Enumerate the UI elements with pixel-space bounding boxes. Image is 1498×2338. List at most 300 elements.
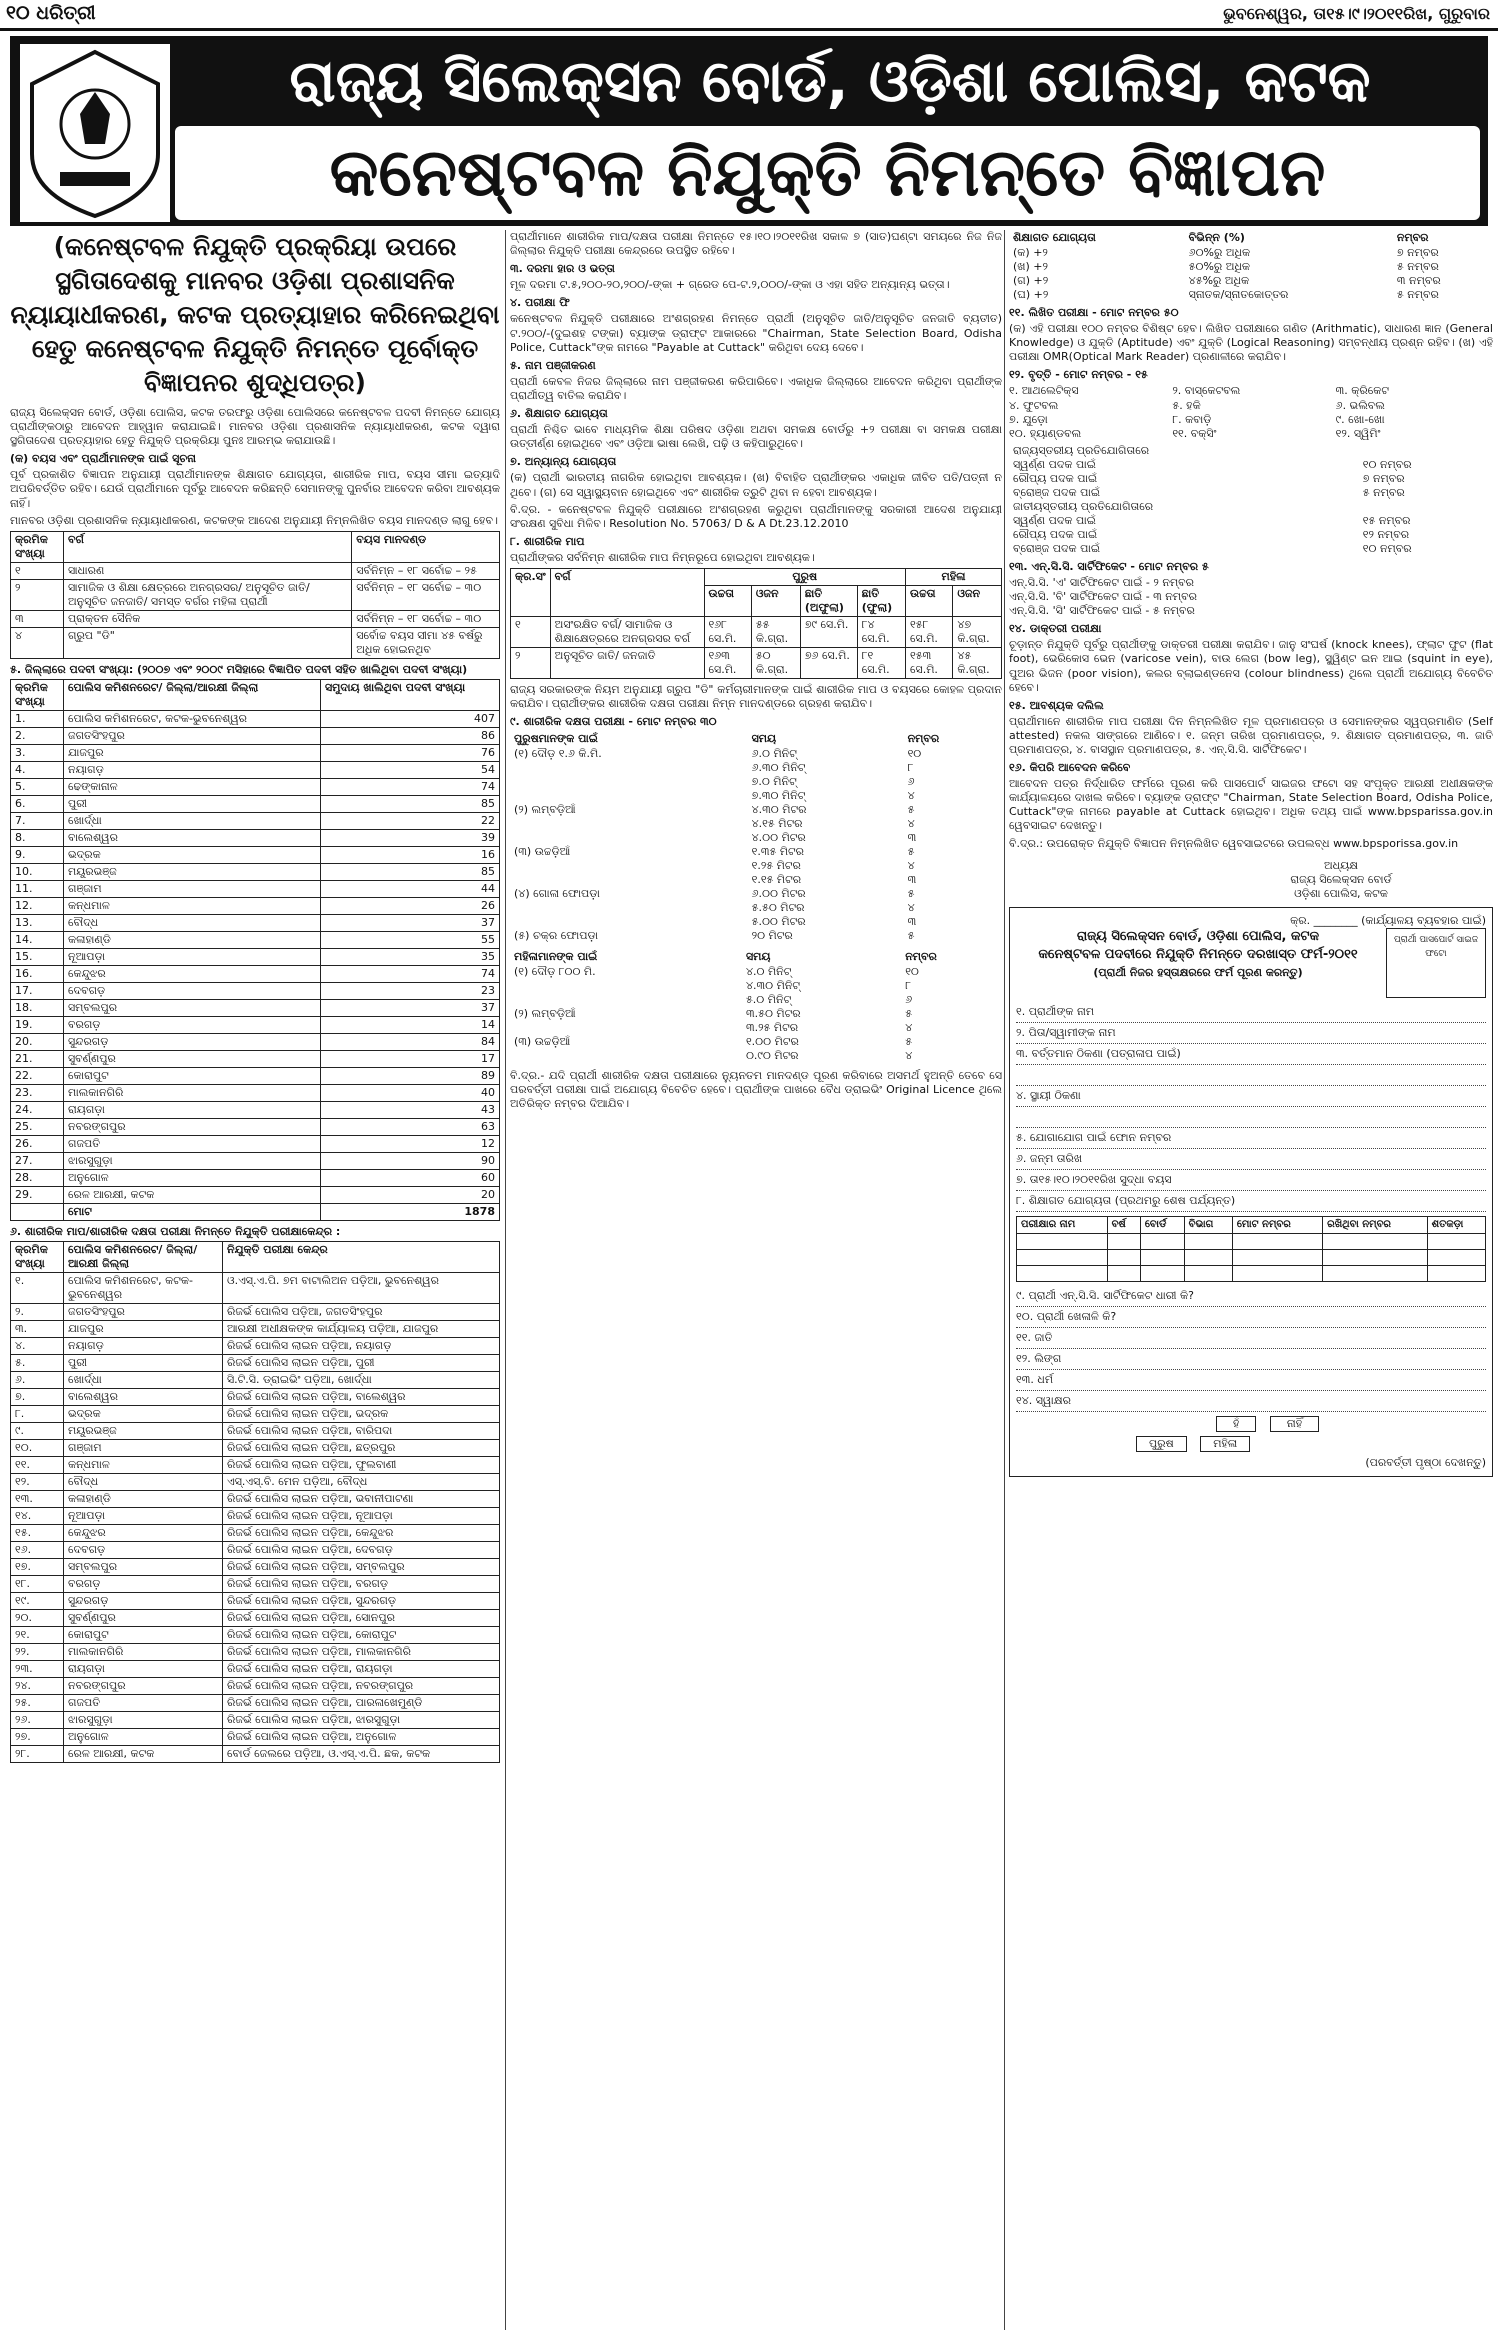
- event-row: [510, 979, 1002, 993]
- table-cell: 63: [321, 1118, 500, 1135]
- table-row: [11, 1660, 500, 1677]
- table-cell: ୧୯.: [11, 1592, 64, 1609]
- table-cell: ଓ.ଏସ୍.ଏ.ପି. ୭ମ ବାଟାଲିଅନ ପଡ଼ିଆ, ଭୁବନେଶ୍ୱର: [223, 1272, 500, 1303]
- table-cell: ୪: [905, 1021, 913, 1035]
- form-field[interactable]: ୧. ପ୍ରାର୍ଥୀଙ୍କ ନାମ: [1016, 1002, 1486, 1023]
- table-cell: 74: [321, 778, 500, 795]
- table-cell: 12: [321, 1135, 500, 1152]
- exam-centres-table: [10, 1241, 500, 1763]
- form-field[interactable]: ୧୧. ଜାତି: [1016, 1328, 1486, 1349]
- table-cell: [1323, 1250, 1428, 1266]
- form-edu-row: [1017, 1234, 1486, 1250]
- table-cell: ସ୍ନାତକ/ସ୍ନାତକୋତ୍ତର: [1188, 288, 1289, 301]
- table-cell: ୧୮.: [11, 1575, 64, 1592]
- table-cell: ୬.୦୦ ମିଟର: [751, 887, 806, 901]
- table-row: [11, 1320, 500, 1337]
- table-cell: 19.: [11, 1016, 64, 1033]
- form-education-table[interactable]: [1016, 1216, 1486, 1282]
- table-row: ୨ ସାମାଜିକ ଓ ଶିକ୍ଷା କ୍ଷେତ୍ରରେ ଅନଗ୍ରସର/ ଅନୁସୂଚିତ ଜାତି/ଅନୁସୂଚିତ ଜନଜାତି/ ସମସ୍ତ ବର୍ଗର ମହିଳା ପ୍ରାର୍ଥୀ ସର୍ବନିମ୍ନ – ୧୮ ସର୍ବୋଚ୍ଚ – ୩୦: [11, 579, 500, 610]
- table-cell: 21.: [11, 1050, 64, 1067]
- table-cell: ୮: [905, 979, 911, 993]
- table-cell: ୮.: [11, 1405, 64, 1422]
- table-cell: 7.: [11, 812, 64, 829]
- yes-no-boxes: [1216, 1416, 1486, 1432]
- sports-marks-table: [1009, 444, 1493, 556]
- table-cell: [510, 789, 748, 803]
- form-field[interactable]: [1016, 1107, 1486, 1128]
- table-cell: 12.: [11, 897, 64, 914]
- table-cell: ୪: [905, 1049, 913, 1063]
- table-row: [11, 1575, 500, 1592]
- table-row: [11, 1118, 500, 1135]
- table-cell: ୫: [907, 887, 915, 901]
- table-row: [11, 829, 500, 846]
- table-cell: ୧୩.: [11, 1490, 64, 1507]
- table-cell: 86: [321, 727, 500, 744]
- table-cell: 55: [321, 931, 500, 948]
- table-cell: ରିଜର୍ଭ ପୋଲିସ ଲାଇନ ପଡ଼ିଆ, ଝାରସୁଗୁଡ଼ା: [223, 1711, 500, 1728]
- table-cell: ୭ ନମ୍ବର: [1362, 471, 1405, 485]
- male-box[interactable]: ପୁରୁଷ: [1136, 1436, 1187, 1452]
- form-field[interactable]: ୪. ସ୍ଥାୟୀ ଠିକଣା: [1016, 1086, 1486, 1107]
- sports-list: [1009, 384, 1493, 440]
- sport-item: ୬. ଭଲିବଲ: [1335, 398, 1385, 412]
- section-heading: ୮. ଶାରୀରିକ ମାପ: [510, 534, 585, 548]
- table-header: ପରୀକ୍ଷାର ନାମ: [1017, 1217, 1108, 1234]
- column-1: [10, 230, 500, 2330]
- table-cell: ୮: [907, 761, 914, 775]
- notice-paragraph: ରାଜ୍ୟ ସିଲେକ୍ସନ ବୋର୍ଡ, ଓଡ଼ିଶା ପୋଲିସ, କଟକ ତରଫରୁ ଓଡ଼ିଶା ପୋଲିସରେ କନେଷ୍ଟବଳ ପଦବୀ ନିମନ୍ତେ ଯୋଗ୍ୟ ପ୍ରାର୍ଥୀଙ୍କଠାରୁ ଆବେଦନ ଆହ୍ୱାନ କରାଯାଇଛି। ମାନବର ଓଡ଼ିଶା ପ୍ରଶାସନିକ ନ୍ୟାୟାଧୀକରଣ, କଟକ ଦ୍ୱାରା ସ୍ଥଗିତାଦେଶ ପ୍ରତ୍ୟାହାର ହେତୁ ନିଯୁକ୍ତି ପ୍ରକ୍ରିୟା ପୁନଃ ଆରମ୍ଭ କରାଯାଉଛି।: [10, 406, 500, 448]
- table-cell: ୫.୦ ମିନିଟ୍: [745, 993, 792, 1007]
- table-row: [11, 727, 500, 744]
- table-row: ୧ ଅସଂରକ୍ଷିତ ବର୍ଗ/ ସାମାଜିକ ଓ ଶିକ୍ଷାକ୍ଷେତ୍ରରେ ଅନଗ୍ରସର ବର୍ଗ ୧୬୮ ସେ.ମି. ୫୫ କି.ଗ୍ରା. ୭୯ ସେ.ମି. ୮୪ ସେ.ମି. ୧୫୮ ସେ.ମି. ୪୭ କି.ଗ୍ରା.: [511, 616, 1002, 647]
- table-cell: ରିଜର୍ଭ ପୋଲିସ ଲାଇନ ପଡ଼ିଆ, କୋରାପୁଟ: [223, 1626, 500, 1643]
- table-cell: ଖୋର୍ଦ୍ଧା: [64, 812, 321, 829]
- section-heading: ୪. ପରୀକ୍ଷା ଫି: [510, 296, 570, 310]
- table-cell: [1323, 1266, 1428, 1282]
- sport-item: ୧୧. ବକ୍ସିଂ: [1172, 426, 1217, 440]
- table-cell: ନବରଙ୍ଗପୁର: [64, 1118, 321, 1135]
- table-cell: 26.: [11, 1135, 64, 1152]
- table-cell: 74: [321, 965, 500, 982]
- table-row: [11, 863, 500, 880]
- table-cell: ୨୭.: [11, 1728, 64, 1745]
- no-box[interactable]: ନାହିଁ: [1270, 1416, 1319, 1432]
- table-cell: 18.: [11, 999, 64, 1016]
- table-cell: (୨) ଲମ୍ବଡ଼ିଆଁ: [514, 1007, 576, 1021]
- marks-row: [1009, 274, 1493, 288]
- table-header: ବିଭାଗ: [1184, 1217, 1232, 1234]
- table-cell: 40: [321, 1084, 500, 1101]
- table-cell: (ଗ) +୨: [1013, 274, 1049, 287]
- table-cell: ଭଦ୍ରକ: [64, 846, 321, 863]
- table-cell: ୧୭.: [11, 1558, 64, 1575]
- table-header: କ୍ରମିକ ସଂଖ୍ୟା: [11, 1241, 64, 1272]
- form-field[interactable]: ୧୦. ପ୍ରାର୍ଥୀ ଖେଳାଳି କି?: [1016, 1307, 1486, 1328]
- sport-item: ୨. ବାସ୍କେଟବଲ: [1172, 384, 1241, 398]
- table-row: [11, 1050, 500, 1067]
- table-cell: 1878: [321, 1203, 500, 1220]
- table-cell: ୬.୩୦ ମିନିଟ୍: [751, 761, 806, 775]
- table-cell: ରିଜର୍ଭ ପୋଲିସ ଲାଇନ ପଡ଼ିଆ, ବାରିପଦା: [223, 1422, 500, 1439]
- table-cell: 20: [321, 1186, 500, 1203]
- table-cell: ଦେବଗଡ଼: [64, 982, 321, 999]
- table-row: [11, 982, 500, 999]
- form-instruction: (ପ୍ରାର୍ଥୀ ନିଜର ହସ୍ତାକ୍ଷରରେ ଫର୍ମ ପୂରଣ କରନ୍ତୁ): [1093, 966, 1303, 979]
- table-cell: ବରଗଡ଼: [64, 1575, 223, 1592]
- notice-paragraph: ପ୍ରାର୍ଥୀ କେବଳ ନିଜର ଜିଲ୍ଲାରେ ନାମ ପଞ୍ଜୀକରଣ କରିପାରିବେ। ଏକାଧିକ ଜିଲ୍ଲାରେ ଆବେଦନ କରିଥିବା ପ୍ରାର୍ଥୀଙ୍କ ପ୍ରାର୍ଥୀତ୍ୱ ବାତିଲ କରାଯିବ।: [510, 374, 1002, 402]
- table-cell: ୫: [905, 1035, 913, 1049]
- event-row: [510, 789, 1002, 803]
- table-cell: ରିଜର୍ଭ ପୋଲିସ ଲାଇନ ପଡ଼ିଆ, ସୋନପୁର: [223, 1609, 500, 1626]
- table-cell: 5.: [11, 778, 64, 795]
- table-cell: ୦.୯୦ ମିଟର: [745, 1049, 799, 1063]
- form-field[interactable]: ୧୨. ଲିଙ୍ଗ: [1016, 1349, 1486, 1370]
- table-cell: ୧.: [11, 1272, 64, 1303]
- sport-item: ୧୦. ହ୍ୟାଣ୍ଡବଲ: [1009, 426, 1082, 440]
- table-header: ବର୍ଗ: [64, 531, 352, 562]
- table-cell: [1427, 1234, 1485, 1250]
- form-fields-2: [1016, 1286, 1486, 1412]
- table-cell: ବ୍ରୋଞ୍ଜ ପଦକ ପାଇଁ: [1013, 485, 1101, 499]
- table-row: [11, 1084, 500, 1101]
- event-row: [510, 915, 1002, 929]
- table-cell: ୩: [907, 915, 917, 929]
- sport-marks-row: [1009, 528, 1493, 542]
- table-cell: ସ୍ୱର୍ଣ୍ଣ ପଦକ ପାଇଁ: [1013, 457, 1096, 471]
- table-row: [11, 1677, 500, 1694]
- table-cell: ୪.୧୫ ମିଟର: [751, 817, 803, 831]
- table-cell: ମୟୂରଭଞ୍ଜ: [64, 863, 321, 880]
- table-cell: (ଖ) +୨: [1013, 260, 1049, 273]
- table-cell: ରିଜର୍ଭ ପୋଲିସ ଲାଇନ ପଡ଼ିଆ, ପାରଳାଖେମୁଣ୍ଡି: [223, 1694, 500, 1711]
- table-row: [11, 1711, 500, 1728]
- table-cell: ୧୦ ନମ୍ବର: [1362, 541, 1412, 555]
- notice-paragraph: ପ୍ରାର୍ଥୀମାନେ ଶାରୀରିକ ମାପ/ଦକ୍ଷତା ପରୀକ୍ଷା ନିମନ୍ତେ ୧୫।୧୦।୨୦୧୧ରିଖ ସକାଳ ୭ (ସାତ)ଘଣ୍ଟା ସମୟରେ ନିଜ ନିଜ ଜିଲ୍ଲାର ନିଯୁକ୍ତି ପରୀକ୍ଷା କେନ୍ଦ୍ରରେ ଉପସ୍ଥିତ ରହିବେ।: [510, 230, 1002, 258]
- form-field[interactable]: [1016, 1065, 1486, 1086]
- table-cell: ୭.୦ ମିନିଟ୍: [751, 775, 797, 789]
- table-cell: ରାଜ୍ୟସ୍ତରୀୟ ପ୍ରତିଯୋଗିତାରେ: [1013, 443, 1150, 457]
- table-cell: ରେଳ ଆରକ୍ଷୀ, କଟକ: [64, 1186, 321, 1203]
- table-cell: ଯାଜପୁର: [64, 744, 321, 761]
- police-emblem-logo: [18, 42, 172, 224]
- table-row: ୧ ସାଧାରଣ ସର୍ବନିମ୍ନ – ୧୮ ସର୍ବୋଚ୍ଚ – ୨୫: [11, 562, 500, 579]
- column-2: [505, 230, 1002, 2330]
- table-row: [11, 761, 500, 778]
- sport-item: ୮. କବାଡ଼ି: [1172, 412, 1212, 426]
- table-cell: 43: [321, 1101, 500, 1118]
- table-cell: ଆରକ୍ଷୀ ଅଧୀକ୍ଷକଙ୍କ କାର୍ଯ୍ୟାଳୟ ପଡ଼ିଆ, ଯାଜପୁର: [223, 1320, 500, 1337]
- table-cell: 85: [321, 863, 500, 880]
- table-row: [11, 1101, 500, 1118]
- note: ବି.ଦ୍ର. - କନେଷ୍ଟବଳ ନିଯୁକ୍ତି ପରୀକ୍ଷାରେ ଅଂଶଗ୍ରହଣ କରୁଥିବା ପ୍ରାର୍ଥୀମାନଙ୍କୁ ସରକାରୀ ଆଦେଶ ଅନୁଯାୟୀ ସଂରକ୍ଷଣ ସୁବିଧା ମିଳିବ। Resolution No. 57063/ D & A Dt.23.12.2010: [510, 502, 1002, 530]
- female-events-table: ମହିଳାମାନଙ୍କ ପାଇଁ ସମୟ ନମ୍ବର (୧) ଦୌଡ଼ ୮୦୦ ମି. ୪.୦ ମିନିଟ୍ ୧୦ ୪.୩୦ ମିନିଟ୍ ୮ ୫.୦ ମିନିଟ୍ ୬ (୨) ଲମ୍ବଡ଼ିଆଁ ୩.୫୦ ମିଟର ୫ ୩.୨୫ ମିଟର ୪ (୩) ଉଚ୍ଚଡ଼ିଆଁ ୧.୦୦ ମିଟର ୫ ୦.୯୦ ମିଟର ୪: [510, 949, 1002, 1063]
- table-cell: [1017, 1266, 1108, 1282]
- event-row: [510, 761, 1002, 775]
- table-cell: ବରଗଡ଼: [64, 1016, 321, 1033]
- table-cell: ବୌଦ୍ଧ: [64, 914, 321, 931]
- table-cell: [1107, 1250, 1140, 1266]
- marks-row: [1009, 288, 1493, 302]
- table-cell: ୪.: [11, 1337, 64, 1354]
- table-row: [11, 1135, 500, 1152]
- table-cell: ୬: [905, 993, 913, 1007]
- table-row: [11, 1371, 500, 1388]
- table-cell: [1232, 1250, 1322, 1266]
- event-row: [510, 1007, 1002, 1021]
- table-cell: ୨୦.: [11, 1609, 64, 1626]
- table-cell: ନୂଆପଡ଼ା: [64, 948, 321, 965]
- section-heading: ୫. ଜିଲ୍ଲାରେ ପଦବୀ ସଂଖ୍ୟା: (୨୦୦୭ ଏବଂ ୨୦୦୯ ମସିହାରେ ବିଜ୍ଞାପିତ ପଦବୀ ସହିତ ଖାଲିଥିବା ପଦବୀ ସଂଖ୍ୟା): [10, 662, 468, 676]
- table-cell: [1107, 1266, 1140, 1282]
- table-cell: [1107, 1234, 1140, 1250]
- notice-paragraph: ମୂଳ ଦରମା ଟ.୫,୨୦୦-୨୦,୨୦୦/-ଙ୍କା + ଗ୍ରେଡ ପେ-ଟ.୨,୦୦୦/-ଙ୍କା ଓ ଏହା ସହିତ ଅନ୍ୟାନ୍ୟ ଭତ୍ତା।: [510, 278, 950, 292]
- table-cell: ସମ୍ବଲପୁର: [64, 999, 321, 1016]
- form-field[interactable]: ୩. ବର୍ତ୍ତମାନ ଠିକଣା (ପତ୍ରାଳାପ ପାଇଁ): [1016, 1044, 1486, 1065]
- table-cell: ୪.୦ ମିନିଟ୍: [745, 965, 792, 979]
- table-cell: ଝାରସୁଗୁଡ଼ା: [64, 1711, 223, 1728]
- table-cell: [1232, 1266, 1322, 1282]
- table-cell: ରିଜର୍ଭ ପୋଲିସ ଲାଇନ ପଡ଼ିଆ, ନବରଙ୍ଗପୁର: [223, 1677, 500, 1694]
- table-cell: 54: [321, 761, 500, 778]
- table-cell: ସୁନ୍ଦରଗଡ଼: [64, 1033, 321, 1050]
- sport-marks-row: [1009, 514, 1493, 528]
- table-row: [11, 744, 500, 761]
- ncc-list: [1009, 576, 1493, 618]
- table-row: [11, 795, 500, 812]
- sport-marks-row: [1009, 444, 1493, 458]
- table-cell: 35: [321, 948, 500, 965]
- table-cell: ୪୫%ରୁ ଅଧିକ: [1188, 274, 1250, 287]
- table-header: କ୍ରମିକ ସଂଖ୍ୟା: [11, 531, 64, 562]
- ad-banner: [10, 36, 1488, 226]
- event-row: [510, 859, 1002, 873]
- table-cell: [510, 915, 748, 929]
- table-cell: ୧୦ ନମ୍ବର: [1362, 457, 1412, 471]
- note: ବି.ଦ୍ର.: ଉପରୋକ୍ତ ନିଯୁକ୍ତି ବିଜ୍ଞାପନ ନିମ୍ନଲିଖିତ ୱେବସାଇଟରେ ଉପଲବ୍ଧ www.bpsporissa.gov.in: [1009, 836, 1459, 850]
- table-cell: ୯.: [11, 1422, 64, 1439]
- table-cell: ୪: [907, 817, 915, 831]
- page-number: ୧୦ ଧରିତ୍ରୀ: [6, 2, 96, 24]
- table-cell: 26: [321, 897, 500, 914]
- table-cell: ଜଗତସିଂହପୁର: [64, 1303, 223, 1320]
- table-cell: ୫ ନମ୍ବର: [1362, 485, 1405, 499]
- table-cell: (ଘ) +୨: [1013, 288, 1049, 301]
- table-row: [11, 812, 500, 829]
- table-row: [11, 710, 500, 727]
- table-cell: 9.: [11, 846, 64, 863]
- yes-box[interactable]: ହଁ: [1216, 1416, 1256, 1432]
- form-field[interactable]: ୬. ଜନ୍ମ ତାରିଖ: [1016, 1149, 1486, 1170]
- age-criteria-table: [10, 531, 500, 659]
- table-cell: ସୁବର୍ଣ୍ଣପୁର: [64, 1050, 321, 1067]
- section-heading: ୧୧. ଲିଖିତ ପରୀକ୍ଷା - ମୋଟ ନମ୍ବର ୫୦: [1009, 306, 1179, 319]
- section-heading: ୧୫. ଆବଶ୍ୟକ ଦଲିଲ: [1009, 698, 1104, 712]
- table-row: [11, 965, 500, 982]
- table-cell: ୬୦%ରୁ ଅଧିକ: [1188, 246, 1251, 259]
- board-name: ରାଜ୍ୟ ସିଲେକ୍ସନ ବୋର୍ଡ, ଓଡ଼ିଶା ପୋଲିସ, କଟକ: [289, 47, 1371, 115]
- table-cell: ୩.: [11, 1320, 64, 1337]
- table-cell: 37: [321, 999, 500, 1016]
- notice-paragraph: କନେଷ୍ଟବଳ ନିଯୁକ୍ତି ପରୀକ୍ଷାରେ ଅଂଶଗ୍ରହଣ ନିମନ୍ତେ ପ୍ରାର୍ଥୀ (ଅନୁସୂଚିତ ଜାତି/ଅନୁସୂଚିତ ଜନଜାତି ବ୍ୟତୀତ) ଟ.୨୦୦/-(ଦୁଇଶହ ଟଙ୍କା) ବ୍ୟାଙ୍କ ଡ୍ରାଫ୍ଟ ଆକାରରେ "Chairman, State Selection Board, Odisha Police, Cuttack"ଙ୍କ ନାମରେ "Payable at Cuttack" କରିଥିବା ଦେୟ ଦେବେ।: [510, 312, 1002, 354]
- table-cell: ରିଜର୍ଭ ପୋଲିସ ଲାଇନ ପଡ଼ିଆ, ସୁନ୍ଦରଗଡ଼: [223, 1592, 500, 1609]
- table-cell: ରିଜର୍ଭ ପୋଲିସ ଲାଇନ ପଡ଼ିଆ, ଛତ୍ରପୁର: [223, 1439, 500, 1456]
- table-cell: ଜଗତସିଂହପୁର: [64, 727, 321, 744]
- table-cell: 28.: [11, 1169, 64, 1186]
- notice-paragraph: (କ) ଏହି ପରୀକ୍ଷା ୧୦୦ ନମ୍ବର ବିଶିଷ୍ଟ ହେବ। ଲିଖିତ ପରୀକ୍ଷାରେ ଗଣିତ (Arithmatic), ସାଧାରଣ ଜ୍ଞାନ (General Knowledge) ଓ ଯୁକ୍ତି (Aptitude) ଏବଂ ଯୁକ୍ତି (Logical Reasoning) ସମ୍ବନ୍ଧୀୟ ପ୍ରଶ୍ନ ରହିବ। (ଖ) ଏହି ପରୀକ୍ଷା OMR(Optical Mark Reader) ପ୍ରଣାଳୀରେ କରାଯିବ।: [1009, 322, 1493, 364]
- table-header: ବୋର୍ଡ: [1140, 1217, 1184, 1234]
- table-cell: ୧୪.: [11, 1507, 64, 1524]
- table-cell: ରୌପ୍ୟ ପଦକ ପାଇଁ: [1013, 471, 1098, 485]
- table-cell: [510, 859, 748, 873]
- table-cell: ୧.୦୦ ମିଟର: [745, 1035, 799, 1049]
- table-row: [11, 1507, 500, 1524]
- table-cell: 3.: [11, 744, 64, 761]
- table-cell: ଖୋର୍ଦ୍ଧା: [64, 1371, 223, 1388]
- form-field[interactable]: ୮. ଶିକ୍ଷାଗତ ଯୋଗ୍ୟତା (ପ୍ରଥମରୁ ଶେଷ ପର୍ଯ୍ୟନ୍ତ): [1016, 1191, 1486, 1212]
- table-cell: ୧୫ ନମ୍ବର: [1362, 513, 1411, 527]
- emblem-icon: [20, 44, 170, 222]
- table-row: [11, 1524, 500, 1541]
- form-field[interactable]: ୯. ପ୍ରାର୍ଥୀ ଏନ୍.ସି.ସି. ସାର୍ଟିଫିକେଟ ଧାରୀ କି?: [1016, 1286, 1486, 1307]
- table-cell: ନବରଙ୍ଗପୁର: [64, 1677, 223, 1694]
- table-header: ଶତକଡ଼ା: [1427, 1217, 1485, 1234]
- event-row: [510, 831, 1002, 845]
- table-cell: ୩: [907, 831, 917, 845]
- table-cell: [1017, 1234, 1108, 1250]
- table-cell: 76: [321, 744, 500, 761]
- table-cell: ୫ ନମ୍ବର: [1396, 288, 1439, 301]
- sport-item: ୪. ଫୁଟବଲ: [1009, 398, 1059, 412]
- table-cell: ୪.୩୦ ମିଟର: [751, 803, 807, 817]
- table-cell: (୧) ଦୌଡ଼ ୧.୬ କି.ମି.: [514, 747, 602, 761]
- table-cell: ରିଜର୍ଭ ପୋଲିସ ଲାଇନ ପଡ଼ିଆ, ଭବାନୀପାଟଣା: [223, 1490, 500, 1507]
- table-cell: କେନ୍ଦୁଝର: [64, 1524, 223, 1541]
- form-field[interactable]: ୫. ଯୋଗାଯୋଗ ପାଇଁ ଫୋନ ନମ୍ବର: [1016, 1128, 1486, 1149]
- table-cell: ୬.୦ ମିନିଟ୍: [751, 747, 797, 761]
- table-row: [11, 1694, 500, 1711]
- notice-paragraph: ପ୍ରାର୍ଥୀମାନେ ଶାରୀରିକ ମାପ ପରୀକ୍ଷା ଦିନ ନିମ୍ନଲିଖିତ ମୂଳ ପ୍ରମାଣପତ୍ର ଓ ସେମାନଙ୍କର ସ୍ୱପ୍ରମାଣିତ (Self attested) ନକଲ ସାଙ୍ଗରେ ଆଣିବେ। ୧. ଜନ୍ମ ତାରିଖ ପ୍ରମାଣପତ୍ର, ୨. ଶିକ୍ଷାଗତ ପ୍ରମାଣପତ୍ର, ୩. ଜାତି ପ୍ରମାଣପତ୍ର, ୪. ବାସସ୍ଥାନ ପ୍ରମାଣପତ୍ର, ୫. ଏନ୍.ସି.ସି. ସାର୍ଟିଫିକେଟ।: [1009, 714, 1493, 756]
- table-row: [11, 1337, 500, 1354]
- table-cell: ରାୟଗଡ଼ା: [64, 1660, 223, 1677]
- form-field[interactable]: ୧୪. ସ୍ୱାକ୍ଷର: [1016, 1391, 1486, 1412]
- form-subtitle: କନେଷ୍ଟବଳ ପଦବୀରେ ନିଯୁକ୍ତି ନିମନ୍ତେ ଦରଖାସ୍ତ ଫର୍ମ-୨୦୧୧: [1038, 947, 1358, 962]
- table-cell: 89: [321, 1067, 500, 1084]
- table-row: [11, 880, 500, 897]
- photo-box[interactable]: ପ୍ରାର୍ଥୀ ପାସପୋର୍ଟ ସାଇଜ ଫଟୋ: [1386, 928, 1486, 998]
- table-cell: (୫) ଚକ୍ର ଫୋପଡ଼ା: [514, 929, 599, 943]
- table-cell: 39: [321, 829, 500, 846]
- section-heading: (କ) ବୟସ ଏବଂ ପ୍ରାର୍ଥୀମାନଙ୍କ ପାଇଁ ସୂଚନା: [10, 452, 197, 466]
- table-cell: 85: [321, 795, 500, 812]
- table-cell: ଗଜପତି: [64, 1694, 223, 1711]
- section-heading: ୬. ଶାରୀରିକ ମାପ/ଶାରୀରିକ ଦକ୍ଷତା ପରୀକ୍ଷା ନିମନ୍ତେ ନିଯୁକ୍ତି ପରୀକ୍ଷାକେନ୍ଦ୍ର :: [10, 1224, 341, 1238]
- table-row: [11, 1592, 500, 1609]
- table-cell: ରିଜର୍ଭ ପୋଲିସ ଲାଇନ ପଡ଼ିଆ, ନୟାଗଡ଼: [223, 1337, 500, 1354]
- table-cell: ୭.୩୦ ମିନିଟ୍: [751, 789, 806, 803]
- section-heading: ୭. ଅନ୍ୟାନ୍ୟ ଯୋଗ୍ୟତା: [510, 455, 617, 469]
- table-cell: 20.: [11, 1033, 64, 1050]
- table-cell: ୭ ନମ୍ବର: [1396, 246, 1439, 259]
- table-cell: [1184, 1266, 1232, 1282]
- table-cell: [1017, 1250, 1108, 1266]
- event-row: [510, 1049, 1002, 1063]
- table-cell: ୩.୫୦ ମିଟର: [745, 1007, 801, 1021]
- sport-item: ୭. ଯୁଡ଼ୋ: [1009, 412, 1048, 426]
- table-total-row: [11, 1203, 500, 1220]
- table-cell: [510, 831, 748, 845]
- table-cell: ବାଲେଶ୍ୱର: [64, 1388, 223, 1405]
- table-cell: ମାଲକାନଗିରି: [64, 1643, 223, 1660]
- table-row: [11, 1067, 500, 1084]
- table-row: [11, 1490, 500, 1507]
- table-cell: [510, 775, 748, 789]
- table-cell: ସ୍ୱର୍ଣ୍ଣ ପଦକ ପାଇଁ: [1013, 513, 1096, 527]
- table-cell: ଗଜପତି: [64, 1135, 321, 1152]
- table-cell: 60: [321, 1169, 500, 1186]
- table-cell: 4.: [11, 761, 64, 778]
- table-row: [11, 1439, 500, 1456]
- application-form: [1009, 907, 1493, 1477]
- table-cell: ରିଜର୍ଭ ପୋଲିସ ଲାଇନ ପଡ଼ିଆ, ନୂଆପଡ଼ା: [223, 1507, 500, 1524]
- table-cell: 15.: [11, 948, 64, 965]
- table-row: [11, 1303, 500, 1320]
- section-heading: ୫. ନାମ ପଞ୍ଜୀକରଣ: [510, 358, 596, 372]
- table-cell: ୪: [907, 901, 915, 915]
- ncc-item: ଏନ୍.ସି.ସି. 'ଏ' ସାର୍ଟିଫିକେଟ ପାଇଁ - ୨ ନମ୍ବର: [1009, 575, 1195, 589]
- table-cell: ଝାରସୁଗୁଡ଼ା: [64, 1152, 321, 1169]
- table-row: [11, 1728, 500, 1745]
- table-cell: [1140, 1250, 1184, 1266]
- table-cell: 37: [321, 914, 500, 931]
- table-cell: ୫: [907, 845, 915, 859]
- form-field[interactable]: ୨. ପିତା/ସ୍ୱାମୀଙ୍କ ନାମ: [1016, 1023, 1486, 1044]
- event-row: [510, 775, 1002, 789]
- table-cell: 29.: [11, 1186, 64, 1203]
- office-use-serial: କ୍ର. ________ (କାର୍ଯ୍ୟାଳୟ ବ୍ୟବହାର ପାଇଁ): [1290, 913, 1486, 927]
- table-cell: (୨) ଲମ୍ବଡ଼ିଆଁ: [514, 803, 576, 817]
- note: ବି.ଦ୍ର.- ଯଦି ପ୍ରାର୍ଥୀ ଶାରୀରିକ ଦକ୍ଷତା ପରୀକ୍ଷାରେ ନ୍ୟୁନତମ ମାନଦଣ୍ଡ ପୂରଣ କରିବାରେ ଅସମର୍ଥ ହୁଅନ୍ତି ତେବେ ସେ ପରବର୍ତ୍ତୀ ପରୀକ୍ଷା ପାଇଁ ଅଯୋଗ୍ୟ ବିବେଚିତ ହେବେ। ପ୍ରାର୍ଥୀଙ୍କ ପାଖରେ ବୈଧ ଡ୍ରାଇଭିଂ Original Licence ଥିଲେ ଅତିରିକ୍ତ ନମ୍ବର ଦିଆଯିବ।: [510, 1069, 1002, 1111]
- table-cell: ୧୫.: [11, 1524, 64, 1541]
- table-cell: ୨.: [11, 1303, 64, 1320]
- table-cell: ୬.: [11, 1371, 64, 1388]
- table-cell: ବ୍ରୋଞ୍ଜ ପଦକ ପାଇଁ: [1013, 541, 1101, 555]
- female-box[interactable]: ମହିଳା: [1200, 1436, 1250, 1452]
- form-title: ରାଜ୍ୟ ସିଲେକ୍ସନ ବୋର୍ଡ, ଓଡ଼ିଶା ପୋଲିସ, କଟକ: [1076, 929, 1320, 944]
- table-row: [11, 1422, 500, 1439]
- table-cell: (କ) +୨: [1013, 246, 1048, 259]
- table-cell: 10.: [11, 863, 64, 880]
- table-cell: ଭଦ୍ରକ: [64, 1405, 223, 1422]
- table-cell: ପୋଲିସ କମିଶନରେଟ, କଟକ-ଭୁବନେଶ୍ୱର: [64, 710, 321, 727]
- form-field[interactable]: ୧୩. ଧର୍ମ: [1016, 1370, 1486, 1391]
- table-cell: ୬: [907, 775, 915, 789]
- table-cell: 22: [321, 812, 500, 829]
- event-row: [510, 845, 1002, 859]
- form-field[interactable]: ୭. ତା୧୫।୧୦।୨୦୧୧ରିଖ ସୁଦ୍ଧା ବୟସ: [1016, 1170, 1486, 1191]
- table-cell: ଏସ୍.ଏସ୍.ବି. ମେନ ପଡ଼ିଆ, ବୌଦ୍ଧ: [223, 1473, 500, 1490]
- table-row: [11, 1388, 500, 1405]
- ncc-item: ଏନ୍.ସି.ସି. 'ସି' ସାର୍ଟିଫିକେଟ ପାଇଁ - ୫ ନମ୍ବର: [1009, 604, 1195, 618]
- table-cell: [1359, 500, 1493, 514]
- event-row: [510, 929, 1002, 943]
- table-cell: 6.: [11, 795, 64, 812]
- table-row: [11, 1745, 500, 1762]
- table-cell: ପୁରୀ: [64, 795, 321, 812]
- sport-item: ୧୨. ସ୍ୱିମିଂ: [1335, 426, 1381, 440]
- table-cell: 23.: [11, 1084, 64, 1101]
- table-cell: ରିଜର୍ଭ ପୋଲିସ ଲାଇନ ପଡ଼ିଆ, ବରଗଡ଼: [223, 1575, 500, 1592]
